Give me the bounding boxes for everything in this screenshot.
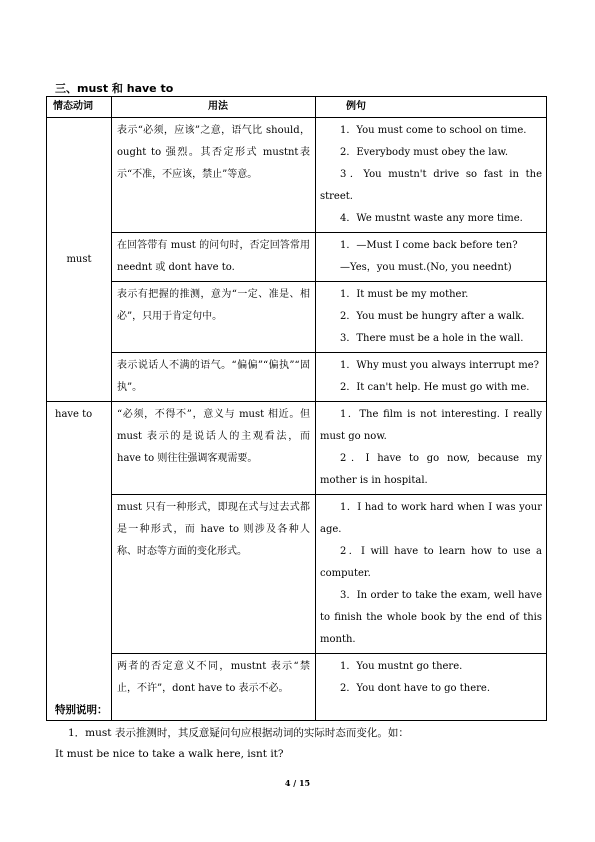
special-notes-example: It must be nice to take a walk here, isnt it? bbox=[55, 748, 284, 760]
header-verb: 情态动词 bbox=[47, 97, 112, 118]
usage-text: must 只有一种形式，即现在式与过去式都是一种形式，而 have to 则涉及各种人称、时态等方面的变化形式。 bbox=[117, 502, 310, 557]
example-sentence: 1．—Must I come back before ten? bbox=[340, 240, 518, 251]
example-sentence: 1．Why must you always interrupt me? bbox=[340, 360, 540, 371]
examples-cell bbox=[316, 654, 547, 721]
usage-cell bbox=[112, 282, 316, 353]
section-heading: 三、must 和 have to bbox=[55, 82, 174, 95]
modal-verbs-table bbox=[46, 96, 547, 721]
example-sentence: 3．In order to take the exam, well have to finish the whole book by the end of this month. bbox=[320, 590, 542, 645]
header-usage: 用法 bbox=[112, 97, 316, 118]
usage-text: 表示“必须，应该”之意，语气比 should，ought to 强烈。其否定形式 mustnt表示“不准，不应该，禁止”等意。 bbox=[117, 125, 310, 180]
verb-cell-must: must bbox=[47, 118, 112, 402]
usage-text: “必须，不得不”，意义与 must 相近。但 must 表示的是说话人的主观看法，而 have to 则往往强调客观需要。 bbox=[117, 409, 310, 464]
examples-cell bbox=[316, 353, 547, 402]
example-sentence: 2．You dont have to go there. bbox=[340, 683, 491, 694]
usage-cell bbox=[112, 402, 316, 495]
examples-cell bbox=[316, 282, 547, 353]
usage-text: 表示有把握的推测，意为“一定、准是、相必”，只用于肯定句中。 bbox=[117, 289, 310, 322]
example-sentence: 2．It can't help. He must go with me. bbox=[340, 382, 530, 393]
usage-text: 表示说话人不满的语气。“偏偏”“偏执”“固执”。 bbox=[117, 360, 310, 393]
special-notes-title: 特别说明： bbox=[55, 704, 108, 716]
examples-cell bbox=[316, 118, 547, 233]
header-examples: 例句 bbox=[316, 97, 547, 118]
usage-cell bbox=[112, 654, 316, 721]
table-row bbox=[47, 654, 547, 721]
table-row bbox=[47, 402, 547, 495]
special-notes-line: 1．must 表示推测时，其反意疑问句应根据动词的实际时态而变化。如： bbox=[68, 727, 409, 739]
example-sentence: 2．I have to go now, because my mother is in hospital. bbox=[320, 453, 542, 486]
example-sentence: 4．We mustnt waste any more time. bbox=[340, 213, 523, 224]
example-sentence: 1．I had to work hard when I was your age. bbox=[320, 502, 542, 535]
table-header-row bbox=[47, 97, 547, 118]
example-sentence: 2．Everybody must obey the law. bbox=[340, 147, 508, 158]
table-row bbox=[47, 353, 547, 402]
usage-cell bbox=[112, 118, 316, 233]
table-row bbox=[47, 495, 547, 654]
table-row bbox=[47, 233, 547, 282]
example-sentence: —Yes，you must.(No, you neednt) bbox=[340, 262, 512, 273]
example-sentence: 1．You must come to school on time. bbox=[340, 125, 527, 136]
verb-cell-have-to: have to bbox=[47, 402, 112, 721]
example-sentence: 1．You mustnt go there. bbox=[340, 661, 463, 672]
example-sentence: 2．I will have to learn how to use a computer. bbox=[320, 546, 542, 579]
usage-cell bbox=[112, 353, 316, 402]
examples-cell bbox=[316, 233, 547, 282]
example-sentence: 3．There must be a hole in the wall. bbox=[340, 333, 524, 344]
usage-cell bbox=[112, 495, 316, 654]
examples-cell bbox=[316, 495, 547, 654]
examples-cell bbox=[316, 402, 547, 495]
usage-cell bbox=[112, 233, 316, 282]
example-sentence: 1．The film is not interesting. I really must go now. bbox=[320, 409, 542, 442]
example-sentence: 3．You mustn't drive so fast in the street. bbox=[320, 169, 542, 202]
example-sentence: 2．You must be hungry after a walk. bbox=[340, 311, 525, 322]
usage-text: 两者的否定意义不同，mustnt 表示“禁止，不许”，dont have to 表示不必。 bbox=[117, 661, 310, 694]
table-row bbox=[47, 118, 547, 233]
table-row bbox=[47, 282, 547, 353]
example-sentence: 1．It must be my mother. bbox=[340, 289, 469, 300]
usage-text: 在回答带有 must 的问句时，否定回答常用 neednt 或 dont have to. bbox=[117, 240, 310, 273]
page-number: 4 / 15 bbox=[284, 778, 311, 788]
